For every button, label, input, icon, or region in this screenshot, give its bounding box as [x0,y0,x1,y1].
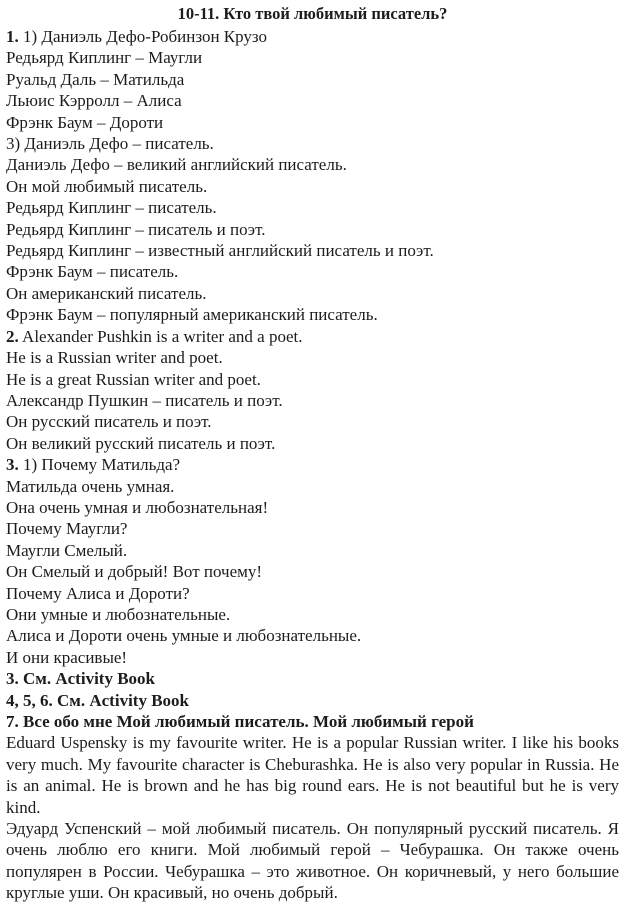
text-line: 3. 1) Почему Матильда? [6,455,181,475]
text-line: Фрэнк Баум – Дороти [6,112,164,132]
text-line [6,690,619,711]
text-line: Он Смелый и добрый! Вот почему! [6,562,263,582]
text-line: Руальд Даль – Матильда [6,69,185,89]
text-line: Почему Алиса и Дороти? [6,583,190,603]
line-bold-prefix: 3. См. Activity Book [6,669,155,689]
text-line: Фрэнк Баум – популярный американский писатель. [6,305,378,325]
text-line [6,668,619,689]
text-line: Александр Пушкин – писатель и поэт. [6,390,283,410]
text-line: Он русский писатель и поэт. [6,412,212,432]
line-bold-prefix: 3. [6,455,19,475]
text-line [6,711,619,732]
line-bold-prefix: 4, 5, 6. См. Activity Book [6,690,189,710]
text-line: He is a Russian writer and poet. [6,348,223,368]
text-line: Матильда очень умная. [6,476,175,496]
text-line: Алиса и Дороти очень умные и любознательные. [6,626,362,646]
text-line: Редьярд Киплинг – Маугли [6,48,203,68]
text-line: И они красивые! [6,647,128,667]
answer-paragraphs [6,732,619,903]
text-line: Редьярд Киплинг – известный английский писатель и поэт. [6,241,434,261]
text-line: Редьярд Киплинг – писатель и поэт. [6,219,266,239]
answer-paragraph: Эдуард Успенский – мой любимый писатель. Он популярный русский писатель. Я очень люблю его книги. Мой любимый герой – Чебурашка. Он также очень популярен в России. Чебурашка – это животное. Он коричневый, у него большие круглые уши. Он красивый, но очень добрый. [6,819,619,903]
text-line: Он американский писатель. [6,283,207,303]
page-title: 10-11. Кто твой любимый писатель? [177,4,448,23]
text-line: He is a great Russian writer and poet. [6,369,261,389]
text-line: Он великий русский писатель и поэт. [6,433,276,453]
line-bold-prefix: 1. [6,27,19,46]
answer-lines [6,26,619,732]
line-bold-prefix: 2. [6,326,19,346]
text-line: Она очень умная и любознательная! [6,497,269,517]
text-line: Даниэль Дефо – великий английский писатель. [6,155,347,175]
text-line: Редьярд Киплинг – писатель. [6,198,217,218]
text-line: Он мой любимый писатель. [6,176,208,196]
text-line: Фрэнк Баум – писатель. [6,262,179,282]
text-line: Льюис Кэрролл – Алиса [6,91,182,111]
text-line: Они умные и любознательные. [6,604,231,624]
text-line: Маугли Смелый. [6,540,128,560]
answer-paragraph: Eduard Uspensky is my favourite writer. He is a popular Russian writer. I like his books very much. My favourite character is Cheburashka. He is also very popular in Russia. He is an animal. He is brown and he has big round ears. He is not beautiful but he is very kind. [6,733,619,817]
line-bold-prefix: 7. Все обо мне Мой любимый писатель. Мой любимый герой [6,712,474,731]
text-line: Почему Маугли? [6,519,128,539]
text-line: 3) Даниэль Дефо – писатель. [6,134,214,154]
text-line: 2. Alexander Pushkin is a writer and a poet. [6,326,303,346]
text-line: 1. 1) Даниэль Дефо-Робинзон Крузо [6,27,268,46]
